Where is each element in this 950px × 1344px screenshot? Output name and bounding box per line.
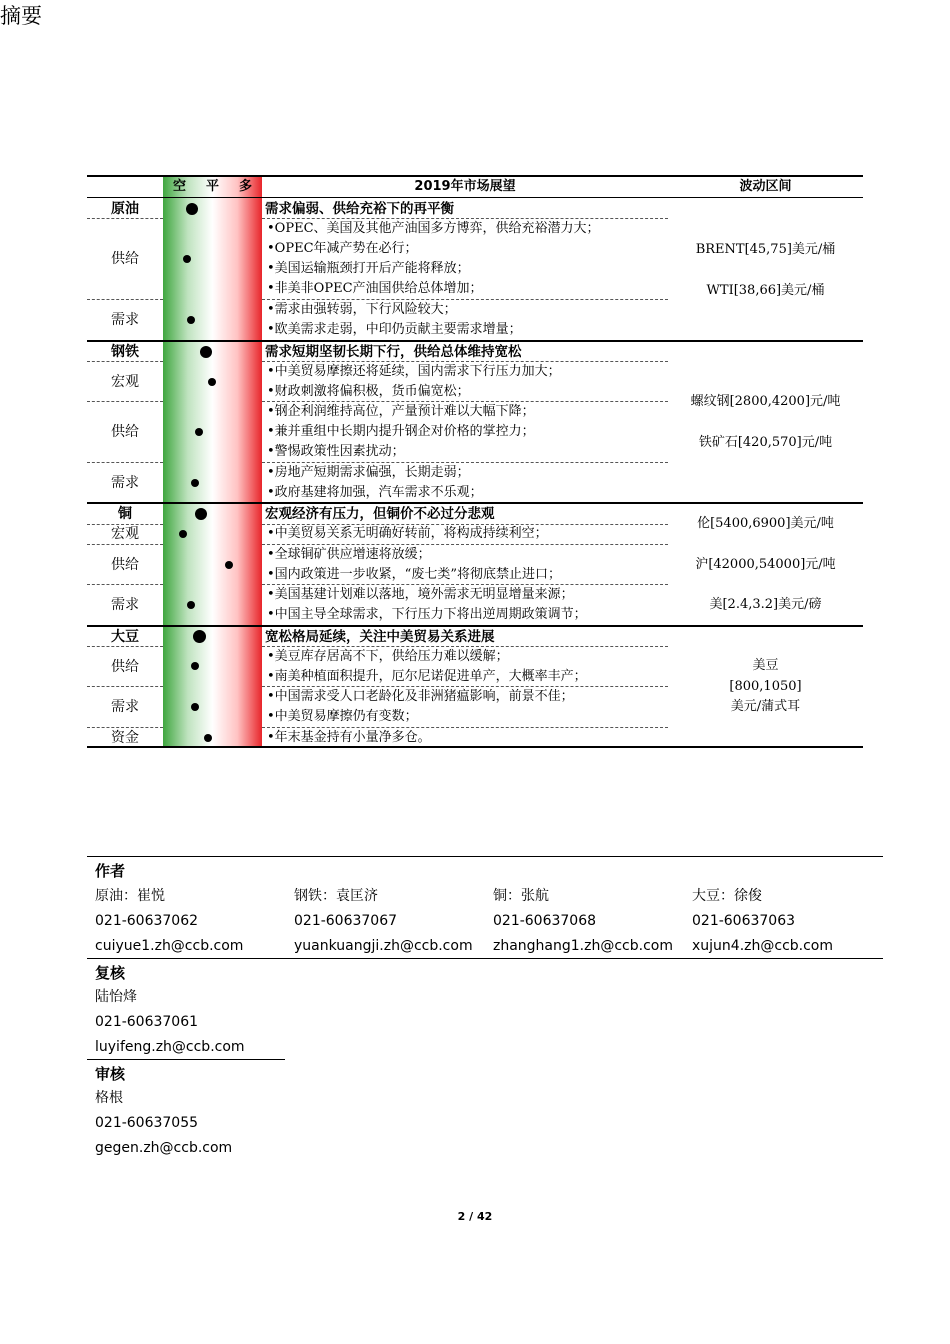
crude-demand-label: 需求 [111,312,139,328]
copper-range: 沪[42000,54000]元/吨 [695,557,836,572]
soy-name: 大豆 [111,629,139,645]
header-outlook: 2019年市场展望 [414,179,516,194]
soy-demand-bullet: •中美贸易摩擦仍有变数； [267,709,418,724]
row-sep [87,299,163,300]
copper-range: 美[2.4,3.2]美元/磅 [709,597,822,612]
author-email[interactable]: yuankuangji.zh@ccb.com [294,938,473,954]
crude-headline: 需求偏弱、供给充裕下的再平衡 [265,201,454,217]
crude-supply-bullet: •非美非OPEC产油国供给总体增加； [267,281,483,296]
row-sep [87,584,163,585]
row-sep [87,401,163,402]
copper-demand-label: 需求 [111,597,139,613]
page-number: 2 / 42 [457,1210,493,1223]
soy-range: 美元/蒲式耳 [730,699,801,714]
steel-demand-bullet: •房地产短期需求偏强，长期走弱； [267,465,470,480]
approver-name: 格根 [95,1090,123,1106]
steel-supply-bullet: •兼并重组中长期内提升钢企对价格的掌控力； [267,424,535,439]
author-role: 原油：崔悦 [95,888,165,904]
soy-headline: 宽松格局延续，关注中美贸易关系进展 [265,629,495,645]
steel-macro-label: 宏观 [111,374,139,390]
author-role: 钢铁：袁匡济 [294,888,378,904]
authors-title: 作者 [95,862,126,880]
crude-overall-dot [186,203,198,215]
steel-macro-bullet: •财政刺激将偏积极，货币偏宽松； [267,384,470,399]
copper-demand-bullet: •中国主导全球需求，下行压力下将出逆周期政策调节； [267,607,587,622]
steel-headline: 需求短期坚韧长期下行，供给总体维持宽松 [265,344,522,360]
header-flat: 平 [205,179,219,194]
steel-supply-label: 供给 [111,424,139,440]
steel-supply-bullet: •警惕政策性因素扰动； [267,444,405,459]
crude-range: WTI[38,66]美元/桶 [706,283,825,298]
crude-demand-bullet: •欧美需求走弱，中印仍贡献主要需求增量； [267,322,522,337]
authors-bottom-rule [87,958,883,959]
copper-name: 铜 [118,506,132,522]
reviewer-email[interactable]: luyifeng.zh@ccb.com [95,1039,245,1055]
crude-supply-bullet: •OPEC年减产势在必行； [267,241,418,256]
table-bottom-rule [87,746,863,748]
copper-macro-bullet: •中美贸易关系无明确好转前，将构成持续利空； [267,526,548,541]
author-email[interactable]: zhanghang1.zh@ccb.com [493,938,673,954]
soy-overall-dot [193,630,206,643]
crude-name: 原油 [111,201,139,217]
reviewer-name: 陆怡烽 [95,989,137,1005]
steel-range: 铁矿石[420,570]元/吨 [698,435,833,450]
header-long: 多 [238,179,252,194]
copper-macro-label: 宏观 [111,526,139,542]
soy-funds-bullet: •年末基金持有小量净多仓。 [267,730,431,745]
soy-supply-label: 供给 [111,659,139,675]
author-phone: 021-60637063 [692,913,796,929]
soy-demand-dot [191,703,199,711]
approver-email[interactable]: gegen.zh@ccb.com [95,1140,233,1156]
steel-demand-dot [191,479,199,487]
copper-demand-bullet: •美国基建计划难以落地，境外需求无明显增量来源； [267,587,574,602]
soy-supply-dot [191,662,199,670]
author-phone: 021-60637068 [493,913,597,929]
copper-headline: 宏观经济有压力，但铜价不必过分悲观 [265,506,495,522]
header-range: 波动区间 [739,179,792,194]
steel-name: 钢铁 [111,344,139,360]
steel-range: 螺纹钢[2800,4200]元/吨 [690,394,841,409]
crude-supply-label: 供给 [111,251,139,267]
crude-supply-bullet: •OPEC、美国及其他产油国多方博弈，供给充裕潜力大； [267,221,600,236]
copper-range: 伦[5400,6900]美元/吨 [697,516,834,531]
author-phone: 021-60637067 [294,913,398,929]
row-sep [87,462,163,463]
soy-funds-dot [204,734,212,742]
steel-demand-bullet: •政府基建将加强，汽车需求不乐观； [267,485,483,500]
soy-supply-bullet: •南美种植面积提升，厄尔尼诺促进单产，大概率丰产； [267,669,587,684]
copper-demand-dot [187,601,195,609]
author-role: 铜：张航 [493,888,549,904]
copper-overall-dot [195,508,207,520]
steel-overall-dot [200,346,212,358]
soy-funds-label: 资金 [111,730,139,746]
sentiment-gradient [163,177,262,747]
copper-macro-dot [179,530,187,538]
author-email[interactable]: xujun4.zh@ccb.com [692,938,834,954]
row-sep [87,544,163,545]
reviewer-bottom-rule [87,1059,285,1060]
copper-supply-dot [225,561,233,569]
approver-title: 审核 [95,1065,126,1083]
steel-macro-bullet: •中美贸易摩擦还将延续，国内需求下行压力加大； [267,364,561,379]
crude-demand-dot [187,316,195,324]
steel-supply-bullet: •钢企利润维持高位，产量预计难以大幅下降； [267,404,535,419]
approver-phone: 021-60637055 [95,1115,199,1131]
crude-demand-bullet: •需求由强转弱，下行风险较大； [267,302,457,317]
author-role: 大豆：徐俊 [692,888,762,904]
row-sep [87,686,163,687]
crude-supply-bullet: •美国运输瓶颈打开后产能将释放； [267,261,470,276]
crude-range: BRENT[45,75]美元/桶 [695,242,836,257]
soy-demand-label: 需求 [111,699,139,715]
author-email[interactable]: cuiyue1.zh@ccb.com [95,938,244,954]
summary-title: 摘要 [0,4,42,28]
soy-supply-bullet: •美豆库存居高不下，供给压力难以缓解； [267,649,509,664]
copper-supply-bullet: •国内政策进一步收紧，“废七类”将彻底禁止进口； [267,567,561,582]
copper-supply-label: 供给 [111,557,139,573]
soy-demand-bullet: •中国需求受人口老龄化及非洲猪瘟影响，前景不佳； [267,689,574,704]
steel-macro-dot [208,378,216,386]
soy-range: [800,1050] [729,679,802,694]
author-phone: 021-60637062 [95,913,199,929]
steel-supply-dot [195,428,203,436]
soy-range: 美豆 [752,658,779,673]
authors-top-rule [87,856,883,857]
copper-supply-bullet: •全球铜矿供应增速将放缓； [267,547,431,562]
header-rule [87,197,863,198]
crude-supply-dot [183,255,191,263]
steel-demand-label: 需求 [111,475,139,491]
header-short: 空 [172,179,186,194]
reviewer-phone: 021-60637061 [95,1014,199,1030]
reviewer-title: 复核 [95,964,126,982]
